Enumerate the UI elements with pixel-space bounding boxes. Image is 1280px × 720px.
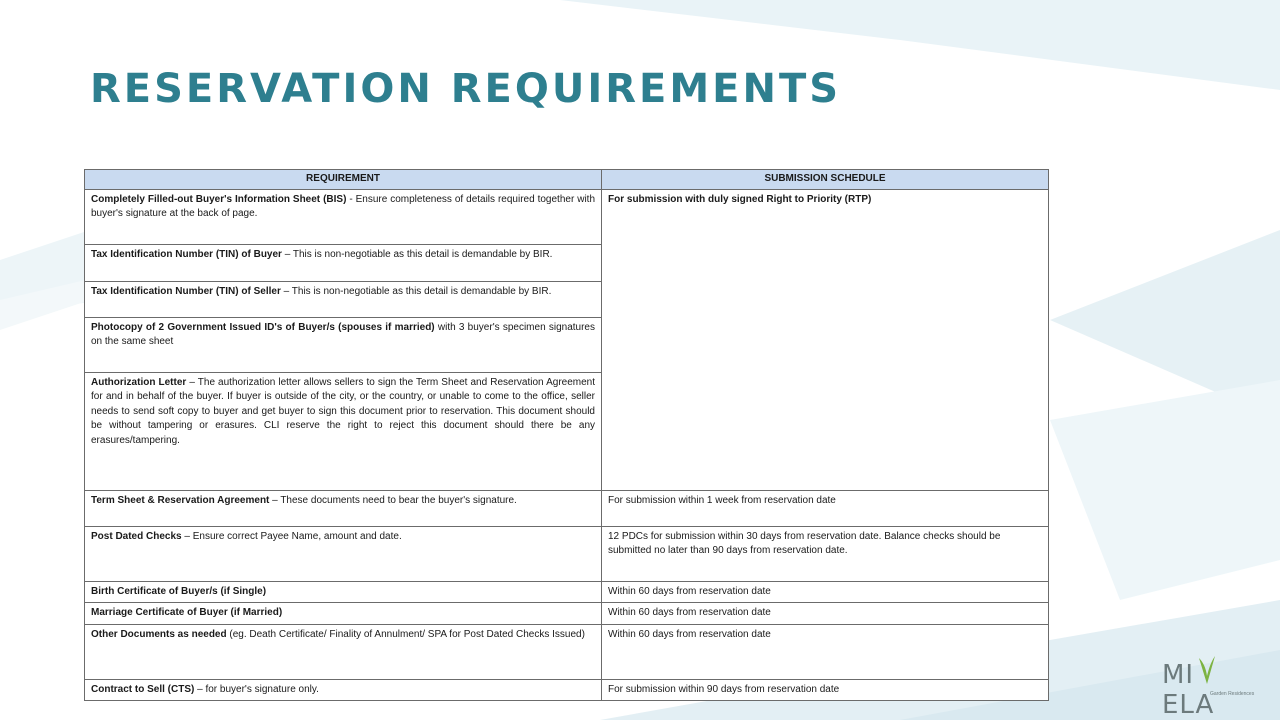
merged-schedule-cell: For submission with duly signed Right to Priority (RTP): [602, 189, 1049, 490]
schedule-cell: 12 PDCs for submission within 30 days from reservation date. Balance checks should be submitted no later than 90 days from reservation date.: [602, 526, 1049, 581]
header-requirement: REQUIREMENT: [85, 170, 602, 190]
requirement-cell: Tax Identification Number (TIN) of Buyer – This is non-negotiable as this detail is demandable by BIR.: [85, 244, 602, 281]
requirement-cell: Post Dated Checks – Ensure correct Payee Name, amount and date.: [85, 526, 602, 581]
table-row: [85, 581, 1049, 603]
mivela-logo: [1162, 652, 1262, 720]
logo-text-right: ELA: [1162, 690, 1215, 720]
logo-subtitle: Garden Residences: [1210, 691, 1255, 697]
requirements-table: [84, 169, 1049, 701]
table-header-row: [85, 170, 1049, 190]
requirement-cell: Term Sheet & Reservation Agreement – These documents need to bear the buyer's signature.: [85, 490, 602, 526]
table-row: [85, 679, 1049, 701]
schedule-cell: Within 60 days from reservation date: [602, 581, 1049, 603]
page-title: RESERVATION REQUIREMENTS: [90, 66, 842, 112]
table-row: [85, 603, 1049, 625]
requirement-cell: Marriage Certificate of Buyer (if Married): [85, 603, 602, 625]
schedule-cell: For submission within 1 week from reservation date: [602, 490, 1049, 526]
requirement-cell: Birth Certificate of Buyer/s (if Single): [85, 581, 602, 603]
schedule-cell: For submission within 90 days from reservation date: [602, 679, 1049, 701]
requirement-cell: Completely Filled-out Buyer's Information Sheet (BIS) - Ensure completeness of details required together with buyer's signature at the back of page.: [85, 189, 602, 244]
table-row: [85, 490, 1049, 526]
schedule-cell: Within 60 days from reservation date: [602, 603, 1049, 625]
table-row: [85, 526, 1049, 581]
requirement-cell: Authorization Letter – The authorization letter allows sellers to sign the Term Sheet and Reservation Agreement for and in behalf of the buyer. If buyer is outside of the city, or the country, or unable to come to the office, seller needs to send soft copy to buyer and get buyer to sign this document prior to reservation. This document should be without tampering or erasures. CLI reserve the right to reject this document should there be any erasures/tampering.: [85, 372, 602, 490]
table-row: [85, 189, 1049, 244]
table-row: [85, 624, 1049, 679]
header-submission-schedule: SUBMISSION SCHEDULE: [602, 170, 1049, 190]
requirement-cell: Other Documents as needed (eg. Death Certificate/ Finality of Annulment/ SPA for Post Dated Checks Issued): [85, 624, 602, 679]
requirement-cell: Contract to Sell (CTS) – for buyer's signature only.: [85, 679, 602, 701]
logo-text-left: MI: [1162, 660, 1195, 690]
leaf-icon: [1197, 652, 1217, 686]
requirement-cell: Photocopy of 2 Government Issued ID's of Buyer/s (spouses if married) with 3 buyer's specimen signatures on the same sheet: [85, 317, 602, 372]
requirement-cell: Tax Identification Number (TIN) of Seller – This is non-negotiable as this detail is demandable by BIR.: [85, 281, 602, 317]
schedule-cell: Within 60 days from reservation date: [602, 624, 1049, 679]
